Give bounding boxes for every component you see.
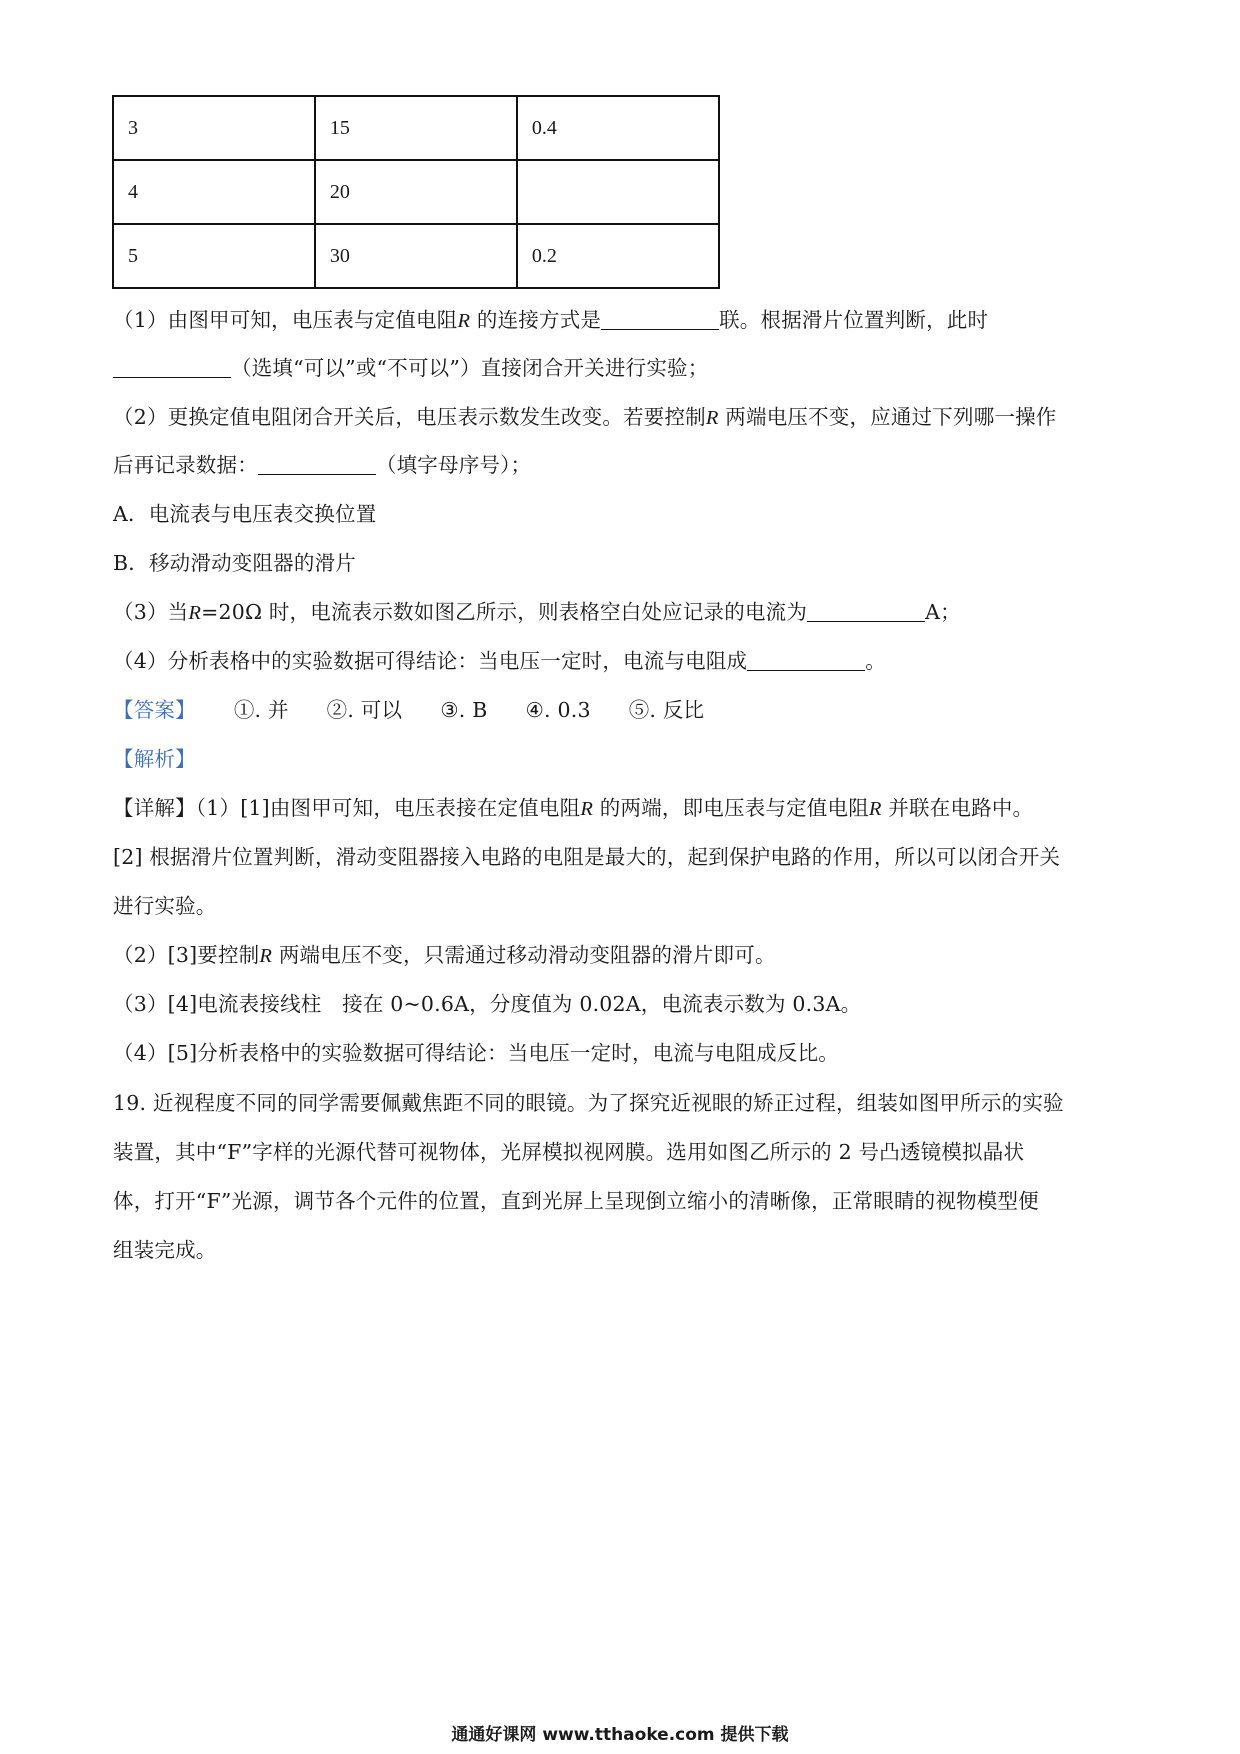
footer-watermark: 通通好课网 www.tthaoke.com 提供下载 (451, 1725, 789, 1745)
detail-line-6: （4）[5]分析表格中的实验数据可得结论：当电压一定时，电流与电阻成反比。 (113, 1041, 839, 1065)
table-row (113, 160, 719, 224)
table-row (113, 96, 719, 160)
answer-item: ②. 可以 (326, 698, 403, 722)
table-cell: 30 (315, 224, 517, 288)
table-row (113, 224, 719, 288)
option-a: A．电流表与电压表交换位置 (113, 502, 377, 526)
table-cell (517, 160, 719, 224)
answer-blank (258, 454, 376, 475)
table-cell: 4 (113, 160, 315, 224)
answer-line (113, 696, 704, 724)
detail-line-5: （3）[4]电流表接线柱 接在 0~0.6A，分度值为 0.02A，电流表示数为 0.3A。 (113, 992, 862, 1016)
answer-item: ⑤. 反比 (628, 698, 705, 722)
table-cell: 0.2 (517, 224, 719, 288)
question-4: （4）分析表格中的实验数据可得结论：当电压一定时，电流与电阻成 。 (113, 649, 886, 673)
option-b: B．移动滑动变阻器的滑片 (113, 551, 356, 575)
question-2-line-2: 后再记录数据： （填字母序号）； (113, 453, 532, 477)
table-cell: 5 (113, 224, 315, 288)
answer-label: 【答案】 (113, 698, 196, 722)
question-19-line-3: 体，打开“F”光源，调节各个元件的位置，直到光屏上呈现倒立缩小的清晰像，正常眼睛的视物模型便 (113, 1189, 1039, 1213)
answer-item: ④. 0.3 (525, 698, 591, 722)
detail-line-4: （2）[3]要控制R 两端电压不变，只需通过移动滑动变阻器的滑片即可。 (113, 943, 776, 967)
answer-blank (747, 650, 865, 671)
detail-line-3: 进行实验。 (113, 894, 217, 918)
answer-blank (113, 357, 231, 378)
table-cell: 15 (315, 96, 517, 160)
detail-line-1: 【详解】（1）[1]由图甲可知，电压表接在定值电阻R 的两端，即电压表与定值电阻R 并联在电路中。 (113, 796, 1034, 820)
answer-blank (807, 601, 925, 622)
answer-item: ①. 并 (233, 698, 289, 722)
data-table (112, 95, 720, 289)
question-2-line-1: （2）更换定值电阻闭合开关后，电压表示数发生改变。若要控制R 两端电压不变，应通过下列哪一操作 (113, 405, 1057, 429)
table-cell: 3 (113, 96, 315, 160)
question-1-line-1: （1）由图甲可知，电压表与定值电阻R 的连接方式是 联。根据滑片位置判断，此时 (113, 308, 989, 332)
question-19-line-4: 组装完成。 (113, 1238, 217, 1262)
detail-line-2: [2] 根据滑片位置判断，滑动变阻器接入电路的电阻是最大的，起到保护电路的作用，所以可以闭合开关 (113, 845, 1061, 869)
question-3: （3）当R=20Ω 时，电流表示数如图乙所示，则表格空白处应记录的电流为 A； (113, 600, 961, 624)
answer-blank (601, 309, 719, 330)
analysis-label: 【解析】 (113, 747, 196, 771)
table-cell: 20 (315, 160, 517, 224)
question-1-line-2: （选填“可以”或“不可以”）直接闭合开关进行实验； (113, 354, 708, 382)
question-19-line-2: 装置，其中“F”字样的光源代替可视物体，光屏模拟视网膜。选用如图乙所示的 2 号凸透镜模拟晶状 (113, 1140, 1025, 1164)
table-cell: 0.4 (517, 96, 719, 160)
answer-item: ③. B (440, 698, 488, 722)
question-19-line-1: 19. 近视程度不同的同学需要佩戴焦距不同的眼镜。为了探究近视眼的矫正过程，组装如图甲所示的实验 (113, 1091, 1064, 1115)
